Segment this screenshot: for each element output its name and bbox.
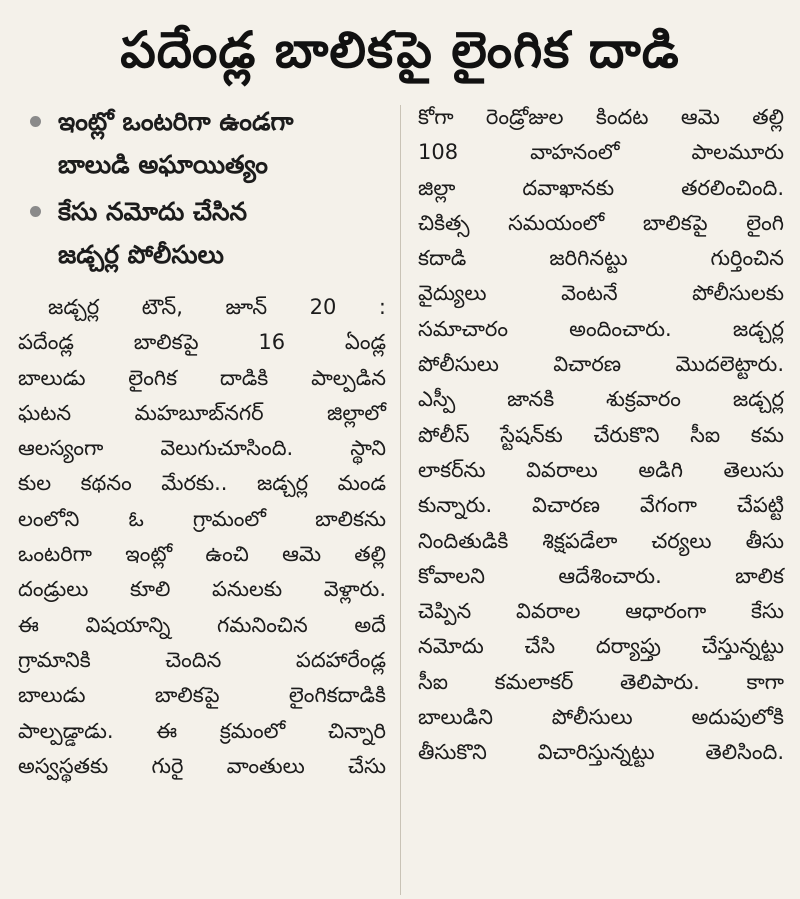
body-line: పదేండ్ల బాలికపై 16 ఏండ్ల (18, 330, 386, 355)
body-line: గ్రామానికి చెందిన పదహారేండ్ల (18, 647, 386, 672)
article-body-right (418, 100, 784, 771)
right-column (418, 100, 784, 771)
body-line: నిందితుడికి శిక్షపడేలా చర్యలు తీసు (418, 528, 784, 553)
body-line: చికిత్స సమయంలో బాలికపై లైంగి (418, 210, 784, 235)
highlight-line: జడ్చర్ల పోలీసులు (58, 240, 224, 269)
body-line: బాలుడిని పోలీసులు అదుపులోకి (418, 705, 784, 730)
body-line: బాలుడు లైంగిక దాడికి పాల్పడిన (18, 365, 386, 390)
body-line: ఆలస్యంగా వెలుగుచూసింది. స్థాని (18, 436, 386, 461)
body-line: తీసుకొని విచారిస్తున్నట్టు తెలిసింది. (418, 740, 784, 765)
highlight-line: ఇంట్లో ఒంటరిగా ఉండగా (58, 107, 294, 136)
bullet-dot-icon (30, 116, 41, 127)
body-line: ఎస్పీ జానకి శుక్రవారం జడ్చర్ల (418, 387, 784, 412)
body-line: 108 వాహనంలో పాలమూరు (418, 140, 784, 165)
body-line: చెప్పిన వివరాల ఆధారంగా కేసు (418, 599, 784, 624)
body-line: ఒంటరిగా ఇంట్లో ఉంచి ఆమె తల్లి (18, 542, 386, 567)
body-line: అస్వస్థతకు గురై వాంతులు చేసు (18, 753, 386, 778)
column-divider (400, 105, 401, 895)
body-line: జడ్చర్ల టౌన్, జూన్ 20 : (48, 295, 386, 319)
body-line: బాలుడు బాలికపై లైంగికదాడికి (18, 683, 386, 708)
left-column (18, 100, 386, 784)
body-line: పాల్పడ్డాడు. ఈ క్రమంలో చిన్నారి (18, 718, 386, 743)
body-line: సమాచారం అందించారు. జడ్చర్ల (418, 316, 784, 341)
body-line: కుల కథనం మేరకు.. జడ్చర్ల మండ (18, 471, 386, 496)
body-line: వైద్యులు వెంటనే పోలీసులకు (418, 281, 784, 306)
body-line: కదాడి జరిగినట్టు గుర్తించిన (418, 246, 784, 271)
body-line: దండ్రులు కూలి పనులకు వెళ్లారు. (18, 577, 386, 602)
body-line: లంలోని ఓ గ్రామంలో బాలికను (18, 506, 386, 531)
highlight-line: బాలుడి అఘాయిత్యం (58, 150, 268, 179)
body-line: కోవాలని ఆదేశించారు. బాలిక (418, 563, 784, 588)
headline: పదేండ్ల బాలికపై లైంగిక దాడి (120, 21, 680, 79)
body-line: జిల్లా దవాఖానకు తరలించింది. (418, 175, 784, 200)
body-line: పోలీసులు విచారణ మొదలెట్టారు. (418, 352, 784, 377)
body-line: లాకర్‌ను వివరాలు అడిగి తెలుసు (418, 457, 784, 482)
body-line: సీఐ కమలాకర్ తెలిపారు. కాగా (418, 669, 784, 694)
bullet-dot-icon (30, 206, 41, 217)
body-line: కోగా రెండ్రోజుల కిందట ఆమె తల్లి (418, 105, 784, 129)
highlight-bullet-2 (18, 190, 386, 276)
article-body-left (18, 290, 386, 784)
body-line: కున్నారు. విచారణ వేగంగా చేపట్టి (418, 493, 784, 518)
body-line: పోలీస్ స్టేషన్‌కు చేరుకొని సీఐ కమ (418, 422, 784, 447)
highlight-bullet-1 (18, 100, 386, 186)
body-line: నమోదు చేసి దర్యాప్తు చేస్తున్నట్టు (418, 634, 784, 659)
body-line: ఈ విషయాన్ని గమనించిన అదే (18, 612, 386, 637)
highlight-line: కేసు నమోదు చేసిన (58, 197, 248, 226)
body-line: ఘటన మహబూబ్‌నగర్ జిల్లాలో (18, 400, 386, 425)
